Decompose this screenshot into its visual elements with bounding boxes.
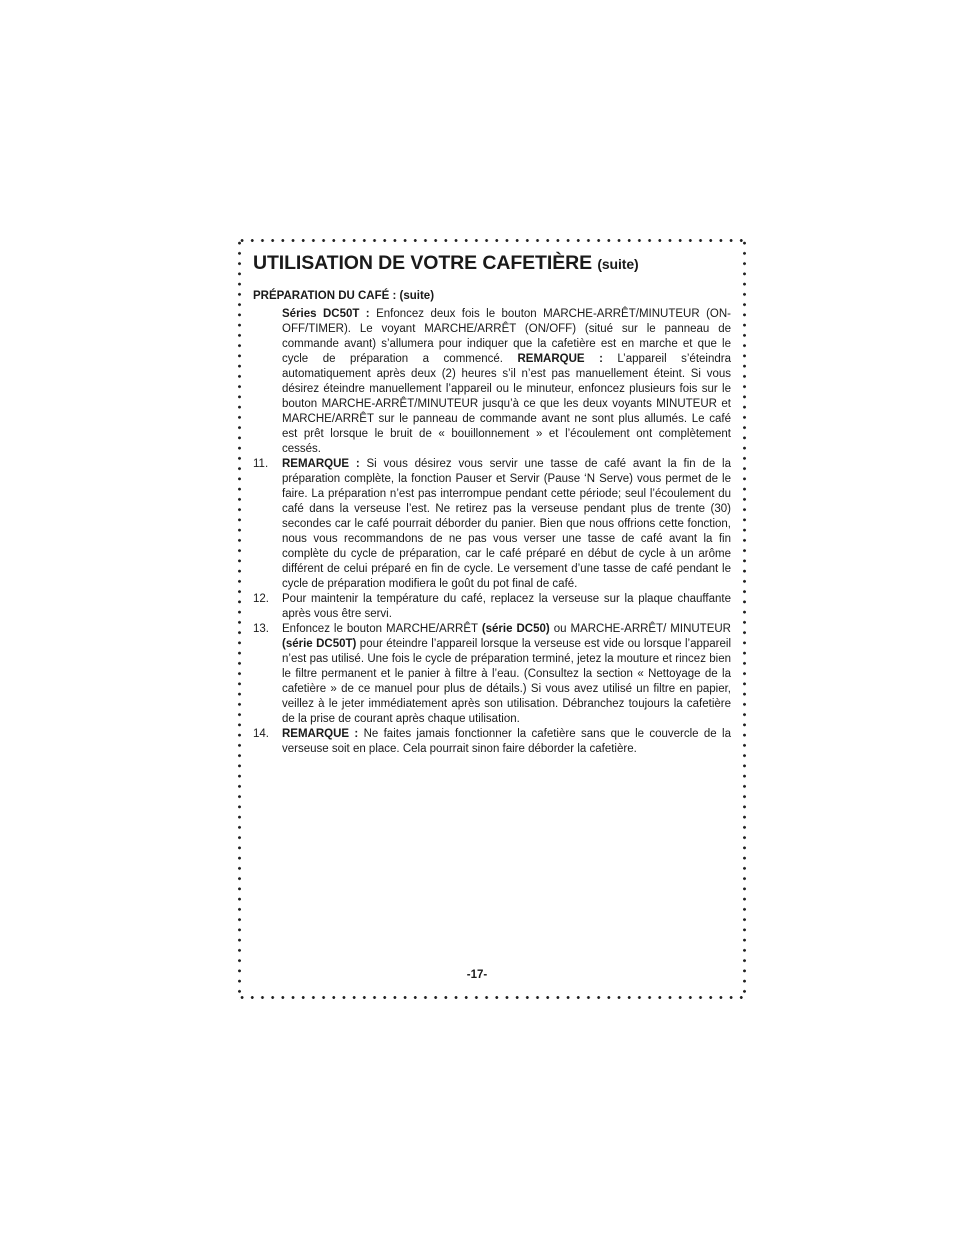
list-item-text: [282, 457, 731, 592]
list-item-number: 13.: [253, 623, 269, 635]
page-title-main: UTILISATION DE VOTRE CAFETIÈRE: [253, 252, 592, 274]
page-title: [253, 250, 731, 277]
intro-lead: Séries DC50T :: [282, 308, 370, 320]
item-13-text-c: pour éteindre l’appareil lorsque la verseuse est vide ou lorsque l’appareil n’est pas utilisé. Une fois le cycle de préparation terminé, jetez la mouture et rincez bien le filtre permanent et le panier à filtre à l’eau. (Consultez la section « Nettoyage de la cafetière » de ce manuel pour plus de détails.) Si vous avez utilisé un filtre en papier, veillez à le jeter immédiatement après son utilisation. Débranchez toujours la cafetière de la prise de courant après chaque utilisation.: [282, 638, 731, 725]
item-12-text: Pour maintenir la température du café, replacez la verseuse sur la plaque chauffante après vous être servi.: [282, 593, 731, 620]
page-content: [253, 250, 731, 757]
list-item: [253, 622, 731, 727]
item-13-text-b: ou MARCHE-ARRÊT/ MINUTEUR: [549, 623, 731, 635]
list-item: [253, 592, 731, 622]
section-heading: PRÉPARATION DU CAFÉ : (suite): [253, 290, 435, 302]
list-item-number: 14.: [253, 728, 269, 740]
dotted-border-top: [237, 238, 747, 243]
dotted-border-bottom: [237, 995, 747, 1000]
list-item-text: [282, 727, 731, 757]
intro-text-1: Enfoncez deux fois le bouton MARCHE-ARRÊT/MINUTEUR (ON-OFF/TIMER). Le voyant MARCHE/ARRÊT (ON/OFF) (situé sur le panneau de commande avant) s’allumera pour indiquer que la cafetière est en marche et que le cycle de préparation a commencé.: [282, 308, 731, 365]
list-item: [253, 727, 731, 757]
item-11-text: Si vous désirez vous servir une tasse de café avant la fin de la préparation complète, la fonction Pauser et Servir (Pause ‘N Serve) vous permet de le faire. La préparation n’est pas interrompue pendant cette période; seul l’écoulement du café dans la verseuse l’est. Ne retirez pas la verseuse pendant plus de trente (30) secondes car le café pourrait déborder du panier. Bien que nous offrions cette fonction, nous vous recommandons de ne pas vous verser une tasse de café avant la fin complète du cycle de préparation, car le café préparé en début de cycle à un arôme différent de celui préparé en fin de cycle. Le versement d’une tasse de café pendant le cycle de préparation modifiera le goût du pot final de café.: [282, 458, 731, 590]
page-number: -17-: [466, 969, 488, 981]
list-item-text: [282, 622, 731, 727]
note-label: REMARQUE :: [282, 728, 359, 740]
list-item-number: 11.: [253, 458, 269, 470]
list-item-number: 12.: [253, 593, 269, 605]
list-item: [253, 457, 731, 592]
item-13-series-dc50: (série DC50): [481, 623, 550, 635]
intro-note-label: REMARQUE :: [517, 353, 603, 365]
intro-text-2: L’appareil s’éteindra automatiquement après deux (2) heures s’il n’est pas manuellement éteint. Si vous désirez éteindre manuellement l’appareil ou le minuteur, enfoncez plusieurs fois sur le bouton MARCHE-ARRÊT/MINUTEUR jusqu’à ce que les deux voyants MINUTEUR et MARCHE/ARRÊT sur le panneau de commande avant ne sont plus allumés. Le café est prêt lorsque le bruit de « bouillonnement » et l’écoulement ont complètement cessés.: [282, 353, 731, 455]
item-13-text-a: Enfoncez le bouton MARCHE/ARRÊT: [282, 623, 482, 635]
dotted-border-left: [237, 238, 242, 1000]
item-14-text: Ne faites jamais fonctionner la cafetière sans que le couvercle de la verseuse soit en place. Cela pourrait sinon faire déborder la cafetière.: [282, 728, 731, 755]
note-label: REMARQUE :: [282, 458, 360, 470]
list-item-text: [282, 592, 731, 622]
dotted-border-right: [742, 238, 747, 1000]
intro-paragraph: [282, 307, 731, 457]
item-13-series-dc50t: (série DC50T): [282, 638, 357, 650]
page-title-suffix: (suite): [597, 256, 639, 272]
